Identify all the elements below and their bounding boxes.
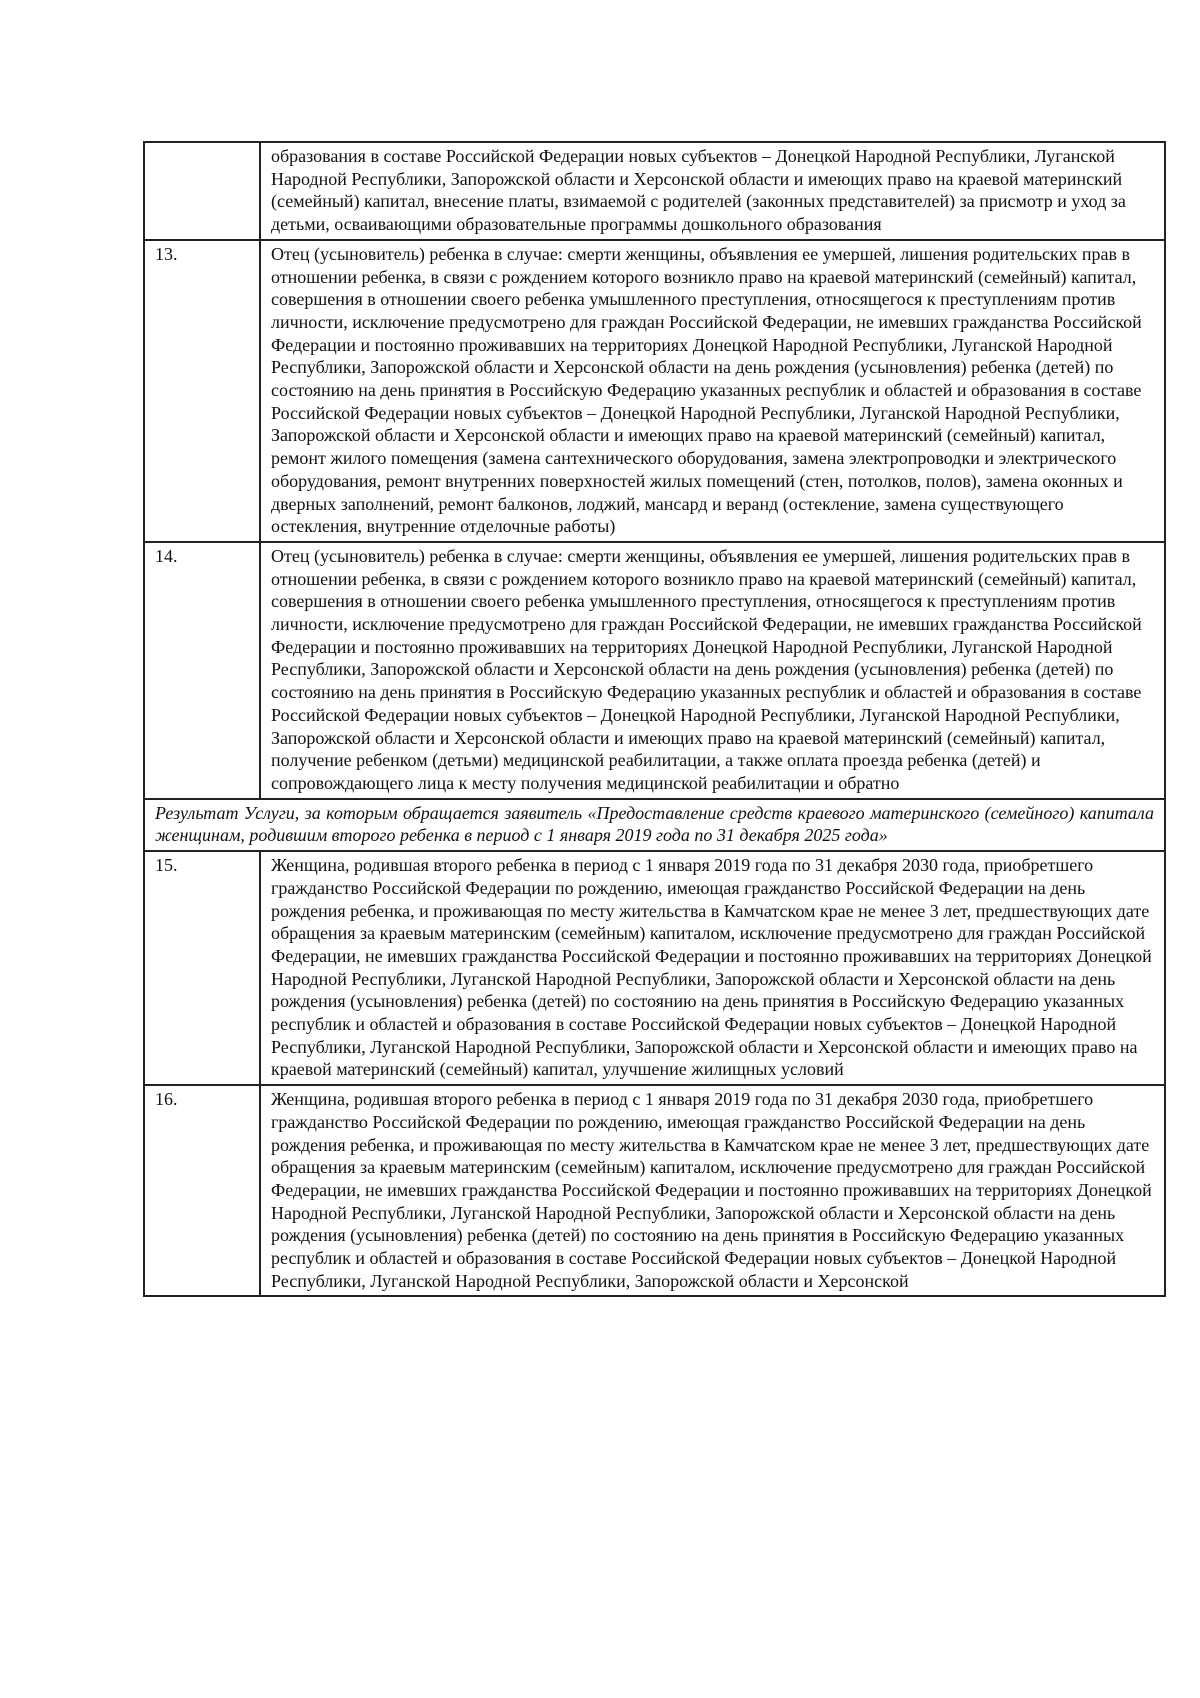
table-row bbox=[144, 542, 1165, 799]
table-row bbox=[144, 240, 1165, 542]
table-row bbox=[144, 851, 1165, 1085]
result-heading-row bbox=[144, 799, 1165, 851]
row-number: 13. bbox=[144, 240, 260, 542]
row-number: 14. bbox=[144, 542, 260, 799]
table-row bbox=[144, 142, 1165, 240]
row-text: Отец (усыновитель) ребенка в случае: смерти женщины, объявления ее умершей, лишения родительских прав в отношении ребенка, в связи с рождением которого возникло право на краевой материнский (семейный) капитал, совершения в отношении своего ребенка умышленного преступления, относящегося к преступлениям против личности, исключение предусмотрено для граждан Российской Федерации, не имевших гражданства Российской Федерации и постоянно проживавших на территориях Донецкой Народной Республики, Луганской Народной Республики, Запорожской области и Херсонской области на день рождения (усыновления) ребенка (детей) по состоянию на день принятия в Российскую Федерацию указанных республик и областей и образования в составе Российской Федерации новых субъектов – Донецкой Народной Республики, Луганской Народной Республики, Запорожской области и Херсонской области и имеющих право на краевой материнский (семейный) капитал, ремонт жилого помещения (замена сантехнического оборудования, замена электропроводки и электрического оборудования, ремонт внутренних поверхностей жилых помещений (стен, потолков, полов), замена оконных и дверных заполнений, ремонт балконов, лоджий, мансард и веранд (остекление, замена существующего остекления, внутренние отделочные работы) bbox=[260, 240, 1165, 542]
row-number: 15. bbox=[144, 851, 260, 1085]
row-text: Женщина, родившая второго ребенка в период с 1 января 2019 года по 31 декабря 2030 года, приобретшего гражданство Российской Федерации по рождению, имеющая гражданство Российской Федерации на день рождения ребенка, и проживающая по месту жительства в Камчатском крае не менее 3 лет, предшествующих дате обращения за краевым материнским (семейным) капиталом, исключение предусмотрено для граждан Российской Федерации, не имевших гражданства Российской Федерации и постоянно проживавших на территориях Донецкой Народной Республики, Луганской Народной Республики, Запорожской области и Херсонской области на день рождения (усыновления) ребенка (детей) по состоянию на день принятия в Российскую Федерацию указанных республик и областей и образования в составе Российской Федерации новых субъектов – Донецкой Народной Республики, Луганской Народной Республики, Запорожской области и Херсонской области и имеющих право на краевой материнский (семейный) капитал, улучшение жилищных условий bbox=[260, 851, 1165, 1085]
table-row bbox=[144, 1085, 1165, 1296]
row-text: образования в составе Российской Федерации новых субъектов – Донецкой Народной Республики, Луганской Народной Республики, Запорожской области и Херсонской области и имеющих право на краевой материнский (семейный) капитал, внесение платы, взимаемой с родителей (законных представителей) за присмотр и уход за детьми, осваивающими образовательные программы дошкольного образования bbox=[260, 142, 1165, 240]
row-number: 16. bbox=[144, 1085, 260, 1296]
result-heading: Результат Услуги, за которым обращается заявитель «Предоставление средств краевого материнского (семейного) капитала женщинам, родившим второго ребенка в период с 1 января 2019 года по 31 декабря 2025 года» bbox=[144, 799, 1165, 851]
row-number bbox=[144, 142, 260, 240]
row-text: Отец (усыновитель) ребенка в случае: смерти женщины, объявления ее умершей, лишения родительских прав в отношении ребенка, в связи с рождением которого возникло право на краевой материнский (семейный) капитал, совершения в отношении своего ребенка умышленного преступления, относящегося к преступлениям против личности, исключение предусмотрено для граждан Российской Федерации, не имевших гражданства Российской Федерации и постоянно проживавших на территориях Донецкой Народной Республики, Луганской Народной Республики, Запорожской области и Херсонской области на день рождения (усыновления) ребенка (детей) по состоянию на день принятия в Российскую Федерацию указанных республик и областей и образования в составе Российской Федерации новых субъектов – Донецкой Народной Республики, Луганской Народной Республики, Запорожской области и Херсонской области и имеющих право на краевой материнский (семейный) капитал, получение ребенком (детьми) медицинской реабилитации, а также оплата проезда ребенка (детей) и сопровождающего лица к месту получения медицинской реабилитации и обратно bbox=[260, 542, 1165, 799]
row-text: Женщина, родившая второго ребенка в период с 1 января 2019 года по 31 декабря 2030 года, приобретшего гражданство Российской Федерации по рождению, имеющая гражданство Российской Федерации на день рождения ребенка, и проживающая по месту жительства в Камчатском крае не менее 3 лет, предшествующих дате обращения за краевым материнским (семейным) капиталом, исключение предусмотрено для граждан Российской Федерации, не имевших гражданства Российской Федерации и постоянно проживавших на территориях Донецкой Народной Республики, Луганской Народной Республики, Запорожской области и Херсонской области на день рождения (усыновления) ребенка (детей) по состоянию на день принятия в Российскую Федерацию указанных республик и областей и образования в составе Российской Федерации новых субъектов – Донецкой Народной Республики, Луганской Народной Республики, Запорожской области и Херсонской bbox=[260, 1085, 1165, 1296]
services-table bbox=[143, 141, 1166, 1297]
